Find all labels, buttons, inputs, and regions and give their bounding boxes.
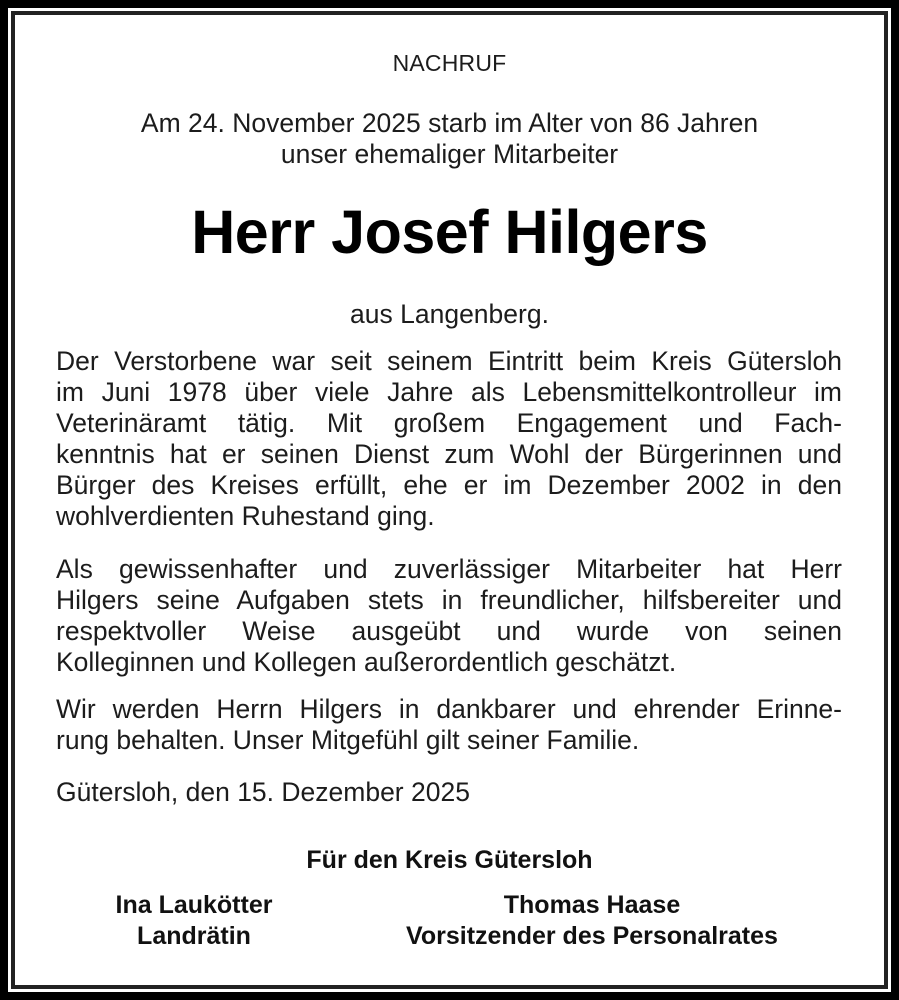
signatory-title: Vorsitzender des Personalrates bbox=[406, 922, 778, 950]
paragraph-character bbox=[56, 554, 842, 678]
on-behalf-of: Für den Kreis Gütersloh bbox=[306, 846, 593, 874]
signatory-title: Landrätin bbox=[137, 922, 251, 950]
paragraph-line: Veterinäramt tätig. Mit großem Engagement und Fach- bbox=[56, 408, 842, 438]
paragraph-line: Hilgers seine Aufgaben stets in freundlicher, hilfsbereiter und bbox=[56, 585, 842, 615]
paragraph-line: kenntnis hat er seinen Dienst zum Wohl der Bürgerinnen und bbox=[56, 439, 842, 469]
notice-heading: NACHRUF bbox=[392, 50, 507, 76]
origin-line: aus Langenberg. bbox=[350, 299, 549, 329]
paragraph-line: Wir werden Herrn Hilgers in dankbarer und ehrender Erinne- bbox=[56, 694, 842, 724]
paragraph-line: wohlverdienten Ruhestand ging. bbox=[56, 501, 435, 531]
paragraph-line: Als gewissenhafter und zuverlässiger Mitarbeiter hat Herr bbox=[56, 554, 842, 584]
paragraph-career bbox=[56, 346, 842, 532]
signatory-left bbox=[44, 890, 344, 952]
intro-line-2: unser ehemaliger Mitarbeiter bbox=[280, 139, 619, 169]
paragraph-line: Der Verstorbene war seit seinem Eintritt beim Kreis Gütersloh bbox=[56, 346, 842, 376]
signatory-right bbox=[392, 890, 792, 952]
paragraph-line: rung behalten. Unser Mitgefühl gilt seiner Familie. bbox=[56, 725, 640, 755]
place-date: Gütersloh, den 15. Dezember 2025 bbox=[56, 777, 470, 807]
intro-line-1: Am 24. November 2025 starb im Alter von 86 Jahren bbox=[140, 108, 759, 138]
paragraph-line: respektvoller Weise ausgeübt und wurde von seinen bbox=[56, 616, 842, 646]
paragraph-remembrance bbox=[56, 694, 842, 756]
signatory-name: Ina Laukötter bbox=[115, 891, 273, 919]
signatory-name: Thomas Haase bbox=[503, 891, 681, 919]
paragraph-line: im Juni 1978 über viele Jahre als Lebensmittelkontrolleur im bbox=[56, 377, 842, 407]
paragraph-line: Bürger des Kreises erfüllt, ehe er im Dezember 2002 in den bbox=[56, 470, 842, 500]
deceased-name: Herr Josef Hilgers bbox=[191, 198, 708, 266]
paragraph-line: Kolleginnen und Kollegen außerordentlich geschätzt. bbox=[56, 647, 677, 677]
